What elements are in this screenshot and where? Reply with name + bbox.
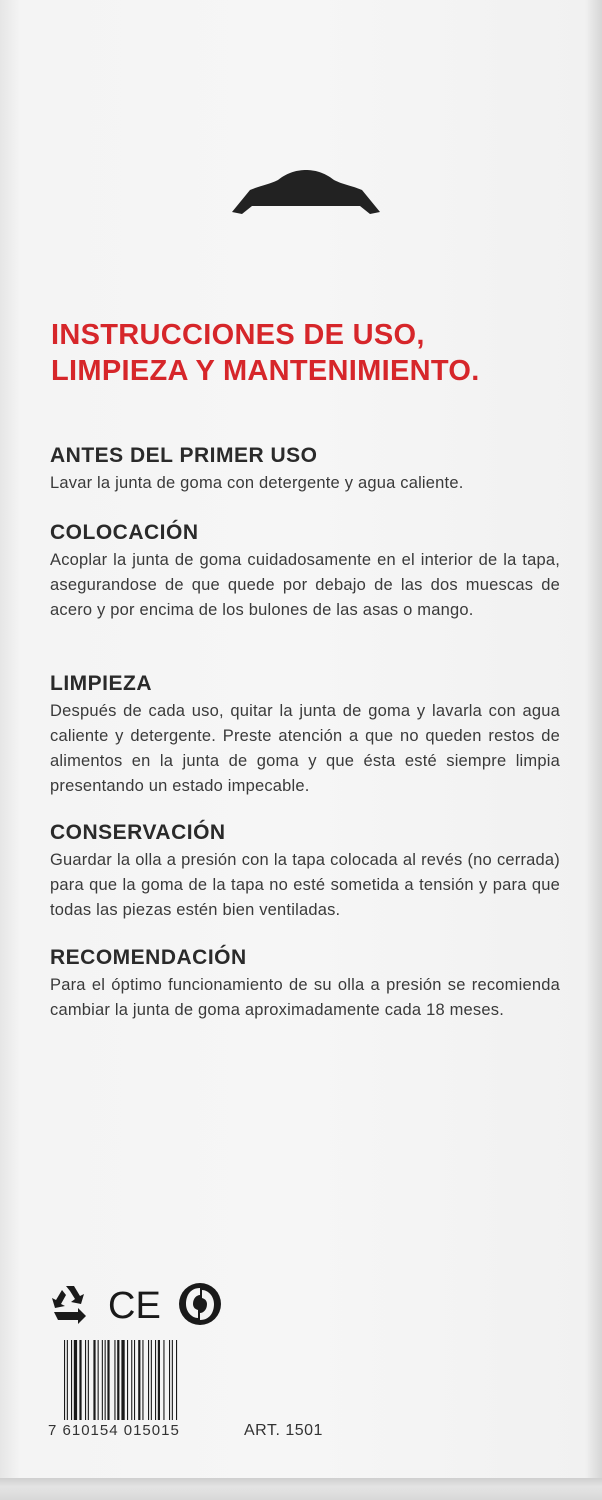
barcode-bar — [64, 1340, 65, 1420]
barcode-bar — [98, 1340, 99, 1420]
barcode-bar — [172, 1340, 173, 1420]
section-text: Para el óptimo funcionamiento de su olla a presión se recomienda cambiar la junta de goma aproximadamente cada 18 meses. — [50, 976, 560, 1019]
barcode-bar — [74, 1340, 77, 1420]
barcode-bar — [138, 1340, 140, 1420]
barcode-bar — [142, 1340, 143, 1420]
barcode-bar — [134, 1340, 135, 1420]
section-recommendation — [50, 945, 560, 1023]
svg-text:CE: CE — [108, 1285, 161, 1326]
barcode-bar — [107, 1340, 109, 1420]
hang-tab-icon — [0, 0, 602, 260]
certification-symbols — [46, 1282, 236, 1326]
barcode-bar — [85, 1340, 86, 1420]
barcode-bar — [158, 1340, 160, 1420]
section-text: Después de cada uso, quitar la junta de goma y lavarla con agua caliente y detergente. Preste atención a que no queden restos de alimentos en la junta de goma y que ésta esté siempre limpia presentando un estado impecable. — [50, 702, 560, 795]
barcode-bar — [155, 1340, 156, 1420]
green-dot-icon — [179, 1283, 221, 1325]
barcode-bar — [176, 1340, 177, 1420]
section-cleaning — [50, 671, 560, 799]
section-title: CONSERVACIÓN — [50, 821, 226, 844]
section-title: ANTES DEL PRIMER USO — [50, 444, 318, 467]
barcode-bar — [169, 1340, 170, 1420]
section-placement — [50, 520, 560, 623]
barcode-bar — [93, 1340, 95, 1420]
barcode-bar — [114, 1340, 115, 1420]
section-title: LIMPIEZA — [50, 672, 152, 695]
barcode-bar — [102, 1340, 103, 1420]
section-title: COLOCACIÓN — [50, 521, 199, 544]
section-title: RECOMENDACIÓN — [50, 946, 247, 969]
barcode-bar — [163, 1340, 164, 1420]
section-text: Guardar la olla a presión con la tapa colocada al revés (no cerrada) para que la goma de la tapa no esté sometida a tensión y para que todas las piezas estén bien ventiladas. — [50, 851, 560, 919]
package-bottom-flap — [0, 1478, 602, 1500]
section-storage — [50, 820, 560, 923]
barcode-bar — [117, 1340, 119, 1420]
barcode-bar — [131, 1340, 132, 1420]
barcode-bar — [105, 1340, 106, 1420]
barcode-bar — [148, 1340, 149, 1420]
recycle-icon — [52, 1286, 86, 1324]
ce-mark-icon — [108, 1285, 161, 1326]
barcode-bar — [88, 1340, 89, 1420]
barcode-bar — [79, 1340, 81, 1420]
barcode-bar — [67, 1340, 68, 1420]
barcode-bar — [121, 1340, 124, 1420]
barcode-bar — [127, 1340, 128, 1420]
section-before-first-use — [50, 443, 560, 496]
barcode-number: 7 610154 015015 — [48, 1422, 180, 1439]
title-line-2: LIMPIEZA Y MANTENIMIENTO. — [51, 355, 480, 387]
page-title — [51, 317, 571, 389]
barcode-bar — [71, 1340, 72, 1420]
section-text: Acoplar la junta de goma cuidadosamente en el interior de la tapa, asegurandose de que quede por debajo de las dos muescas de acero y por encima de los bulones de las asas o mango. — [50, 551, 560, 619]
section-text: Lavar la junta de goma con detergente y agua caliente. — [50, 474, 464, 492]
article-number: ART. 1501 — [244, 1422, 323, 1439]
title-line-1: INSTRUCCIONES DE USO, — [51, 319, 425, 351]
barcode-icon — [64, 1340, 218, 1420]
barcode-bar — [151, 1340, 152, 1420]
